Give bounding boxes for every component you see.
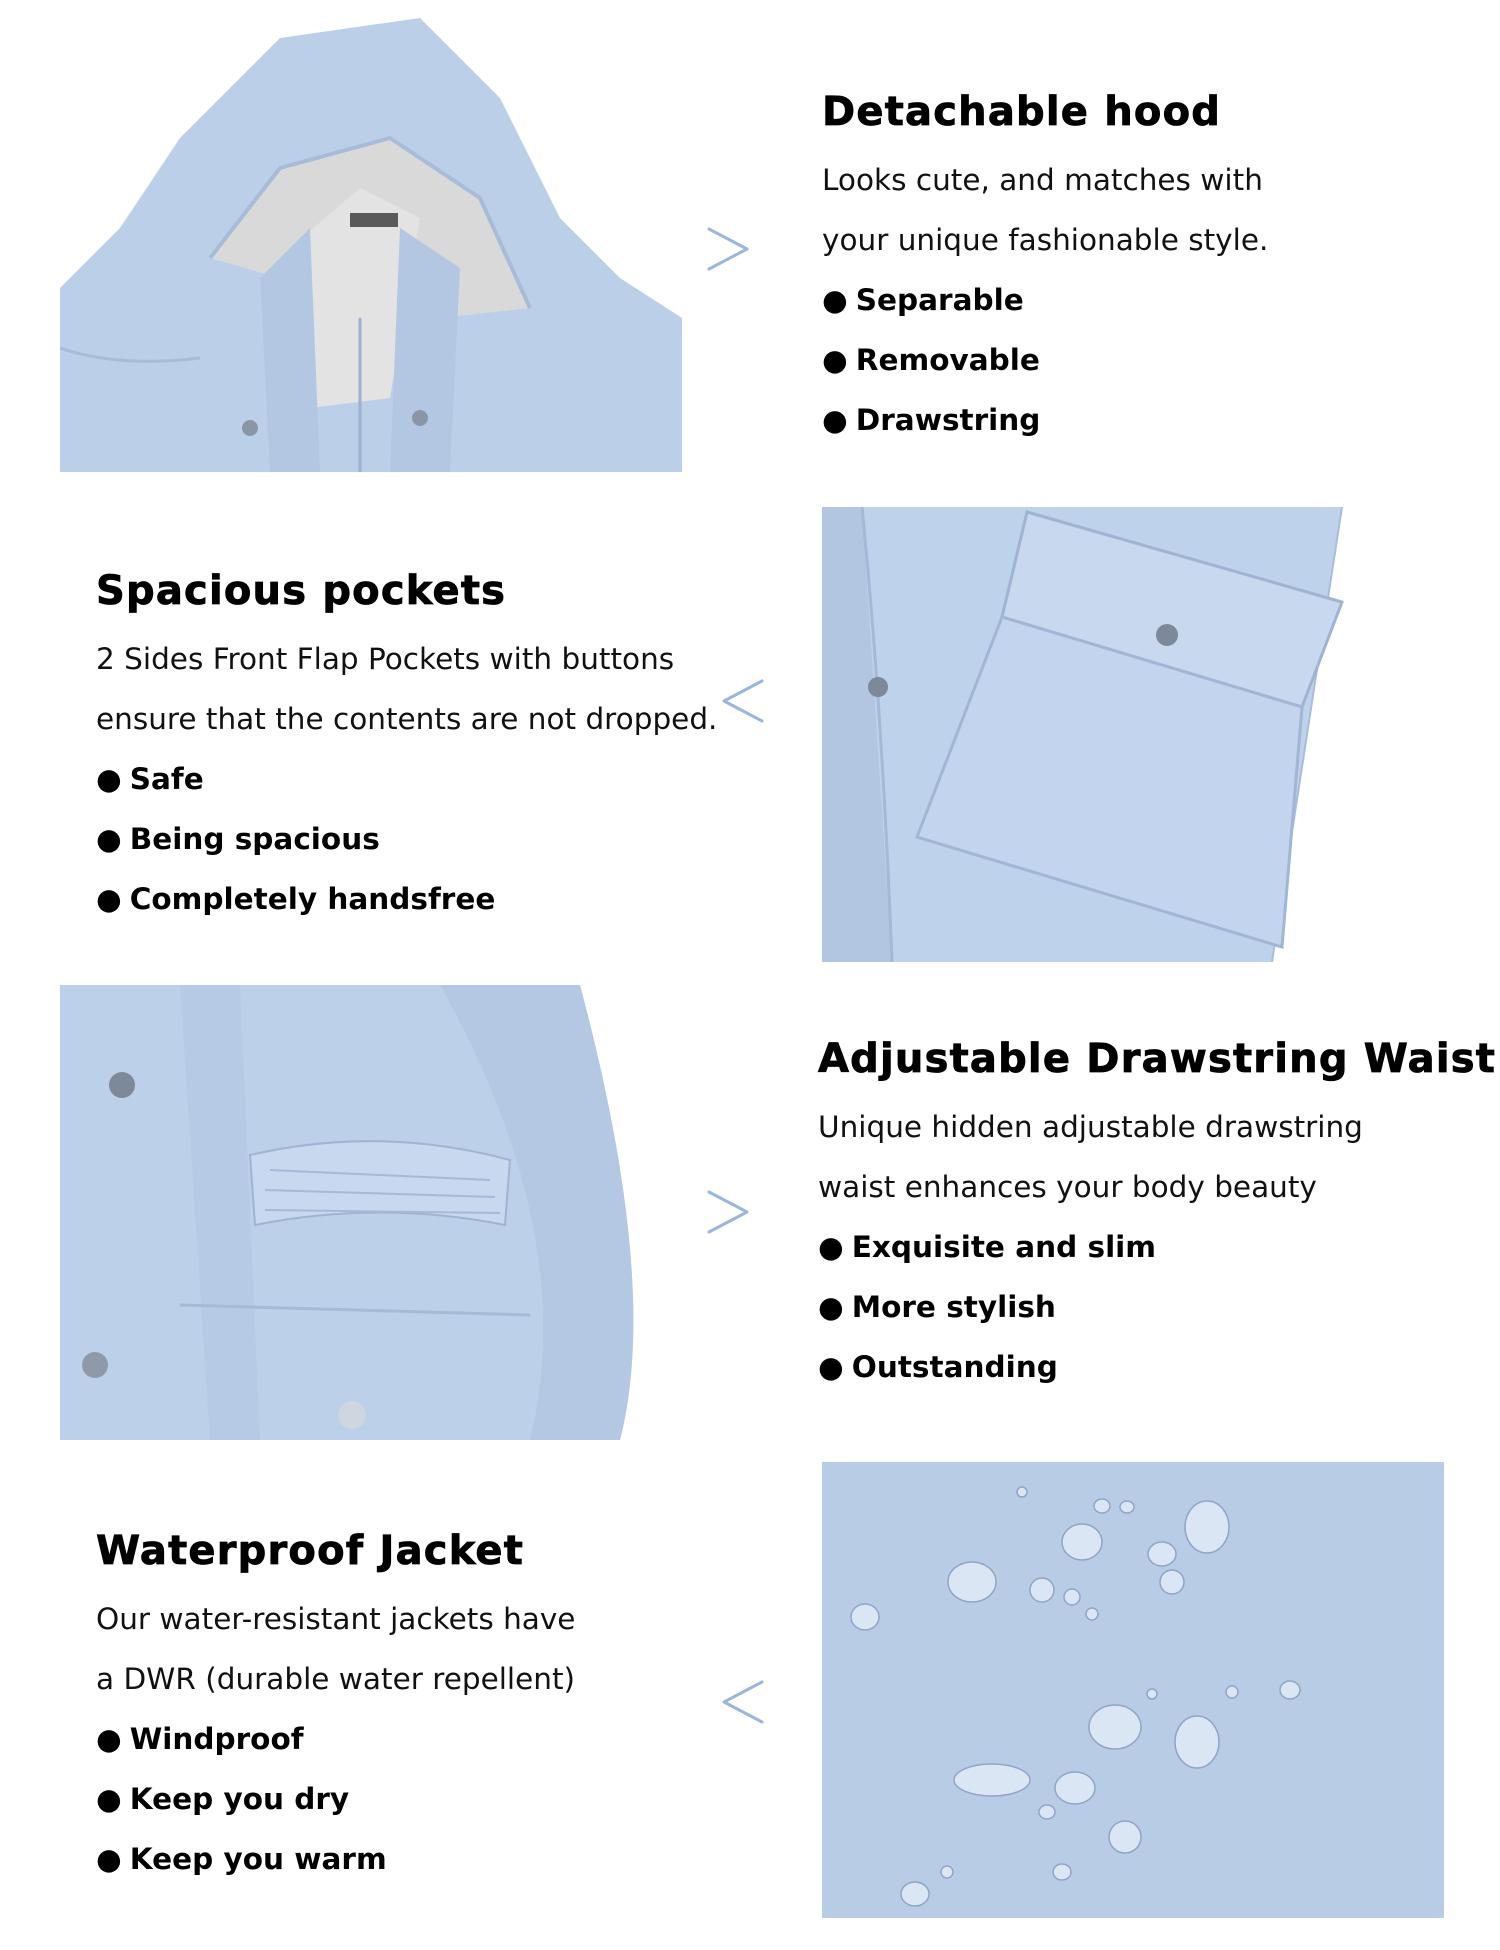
section-title: Waterproof Jacket (96, 1528, 525, 1574)
section-description: Looks cute, and matches with (822, 163, 1263, 197)
list-item: ● Exquisite and slim (818, 1230, 1157, 1264)
bullet-icon: ● (96, 1782, 122, 1816)
feature-list (822, 270, 1268, 450)
bullet-icon: ● (96, 822, 122, 856)
list-item: ● Windproof (96, 1722, 304, 1756)
bullet-icon: ● (96, 882, 122, 916)
list-item: ● Safe (96, 762, 204, 796)
bullet-icon: ● (822, 283, 848, 317)
hood-photo (60, 18, 682, 472)
chevron-left-icon (720, 1678, 766, 1726)
list-item: ● Keep you dry (96, 1782, 350, 1816)
chevron-right-icon (705, 225, 751, 273)
bullet-icon: ● (822, 343, 848, 377)
feature-list (96, 749, 717, 929)
list-item: ● Removable (822, 343, 1040, 377)
section-hood (822, 88, 1268, 450)
list-item: ● Completely handsfree (96, 882, 496, 916)
list-item: ● More stylish (818, 1290, 1056, 1324)
list-item: ● Separable (822, 283, 1024, 317)
waist-photo (60, 985, 682, 1440)
section-title: Detachable hood (822, 89, 1222, 135)
bullet-icon: ● (96, 1722, 122, 1756)
section-waterproof (96, 1527, 575, 1889)
bullet-icon: ● (818, 1230, 844, 1264)
water-droplets-photo (822, 1462, 1444, 1918)
bullet-icon: ● (96, 762, 122, 796)
section-description: a DWR (durable water repellent) (96, 1662, 576, 1696)
section-description: Our water-resistant jackets have (96, 1602, 576, 1636)
feature-list (96, 1709, 575, 1889)
list-item: ● Keep you warm (96, 1842, 387, 1876)
section-title: Adjustable Drawstring Waist (818, 1036, 1497, 1082)
bullet-icon: ● (822, 403, 848, 437)
section-description: 2 Sides Front Flap Pockets with buttons (96, 642, 675, 676)
feature-list (818, 1217, 1496, 1397)
list-item: ● Outstanding (818, 1350, 1058, 1384)
bullet-icon: ● (818, 1350, 844, 1384)
bullet-icon: ● (96, 1842, 122, 1876)
section-description: ensure that the contents are not dropped. (96, 702, 718, 736)
list-item: ● Being spacious (96, 822, 380, 856)
section-description: Unique hidden adjustable drawstring (818, 1110, 1363, 1144)
section-pockets (96, 567, 717, 929)
list-item: ● Drawstring (822, 403, 1041, 437)
chevron-left-icon (720, 677, 766, 725)
section-description: your unique fashionable style. (822, 223, 1269, 257)
section-waist (818, 1035, 1496, 1397)
bullet-icon: ● (818, 1290, 844, 1324)
chevron-right-icon (705, 1188, 751, 1236)
section-description: waist enhances your body beauty (818, 1170, 1317, 1204)
section-title: Spacious pockets (96, 568, 507, 614)
pocket-photo (822, 507, 1402, 962)
